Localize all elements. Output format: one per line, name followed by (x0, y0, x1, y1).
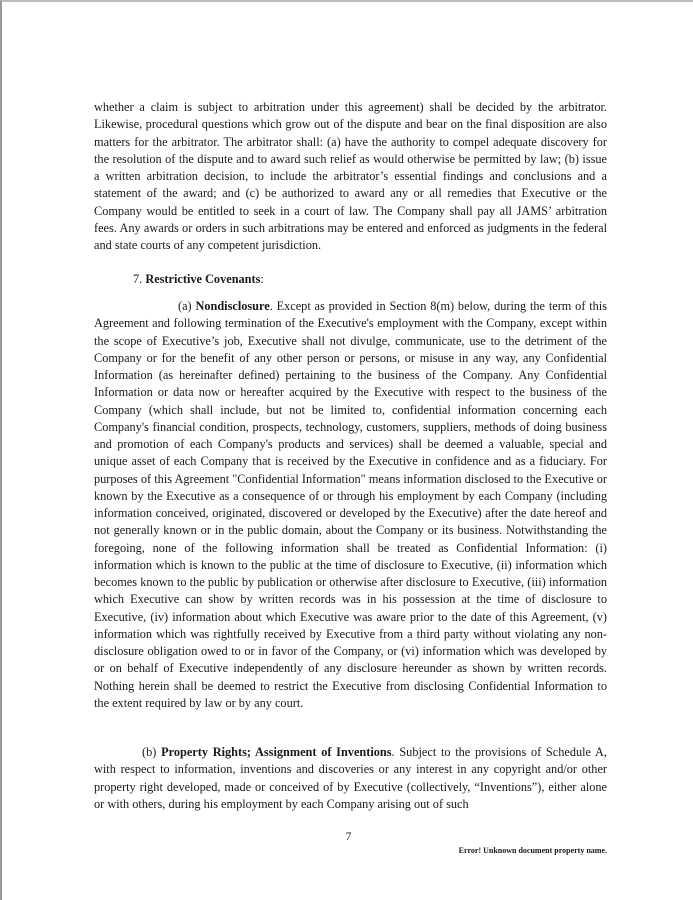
subsection-b-text: . Subject to the provisions of Schedule A, with respect to information, inventions and discoveries or any interest in any copyright and/or other property right developed, made or conceived of by Executive (collectively, “Inventions”), either alone or with others, during his employment by each Company arising out of such (94, 745, 607, 811)
subsection-b-property-rights (94, 744, 607, 813)
paragraph-intro (94, 99, 607, 254)
section-title: Restrictive Covenants (145, 272, 261, 286)
subsection-a-title: Nondisclosure (195, 299, 270, 313)
section-number: 7. (133, 272, 143, 286)
subsection-a-text: . Except as provided in Section 8(m) below, during the term of this Agreement and following termination of the Executive's employment with the Company, except within the scope of Executive’s job, Executive shall not divulge, communicate, use to the detriment of the Company or for the benefit of any other person or persons, or misuse in any way, any Confidential Information (as hereinafter defined) pertaining to the business of the Company. Any Confidential Information or data now or hereafter acquired by the Executive with respect to the business of the Company (which shall include, but not be limited to, confidential information concerning each Company's financial condition, prospects, technology, customers, suppliers, methods of doing business and promotion of each Company's products and services) shall be deemed a valuable, special and unique asset of each Company that is received by the Executive in confidence and as a fiduciary. For purposes of this Agreement "Confidential Information" means information disclosed to the Executive or known by the Executive as a consequence of or through his employment by each Company (including information conceived, originated, discovered or developed by the Executive) after the date hereof and not generally known or in the public domain, about the Company or its business. Notwithstanding the foregoing, none of the following information shall be treated as Confidential Information: (i) information which is known to the public at the time of disclosure to Executive, (ii) information which becomes known to the public by publication or otherwise after disclosure to Executive, (iii) information which Executive can show by written records was in his possession at the time of disclosure to Executive, (iv) information about which Executive was aware prior to the date of this Agreement, (v) information which was rightfully received by Executive from a third party without violating any non-disclosure obligation owed to or in favor of the Company, or (vi) information which was developed by or on behalf of Executive independently of any disclosure hereunder as shown by written records. Nothing herein shall be deemed to restrict the Executive from disclosing Confidential Information to the extent required by law or by any court. (94, 299, 607, 710)
subsection-b-label: (b) (142, 745, 157, 759)
footer-error-text: Error! Unknown document property name. (458, 846, 607, 855)
paragraph-intro-text: whether a claim is subject to arbitration under this agreement) shall be decided by the arbitrator. Likewise, procedural questions which grow out of the dispute and bear on the final disposition are also matters for the arbitrator. The arbitrator shall: (a) have the authority to compel adequate discovery for the resolution of the dispute and to award such relief as would otherwise be permitted by law; (b) issue a written arbitration decision, to include the arbitrator’s essential findings and conclusions and a statement of the award; and (c) be authorized to award any or all remedies that Executive or the Company would be entitled to seek in a court of law. The Company shall pay all JAMS’ arbitration fees. Any awards or orders in such arbitrations may be entered and enforced as judgments in the federal and state courts of any competent jurisdiction. (94, 100, 607, 252)
subsection-a-label: (a) (178, 299, 192, 313)
page-number: 7 (345, 831, 352, 843)
section-heading (133, 271, 433, 288)
section-colon: : (260, 272, 264, 286)
subsection-a-nondisclosure (94, 298, 607, 712)
subsection-b-title: Property Rights; Assignment of Inventions (161, 745, 392, 759)
